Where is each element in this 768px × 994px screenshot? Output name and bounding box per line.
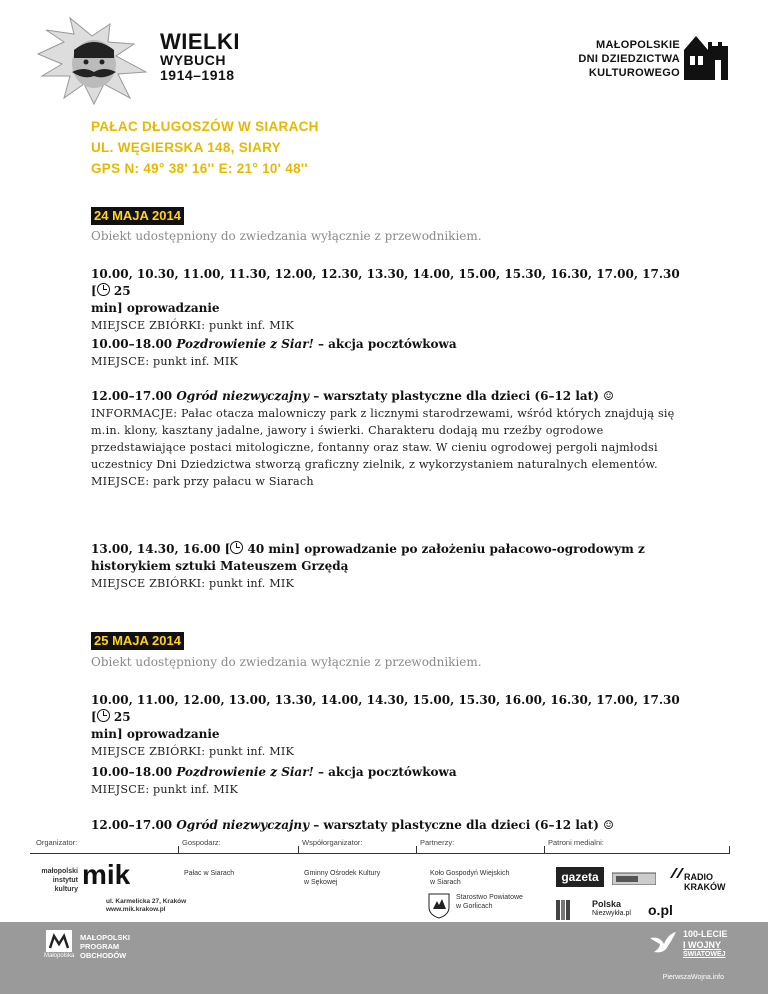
- mik-line-3: kultury: [54, 886, 78, 893]
- event-meeting-point: MIEJSCE ZBIÓRKI: punkt inf. MIK: [91, 319, 295, 332]
- bird-icon: [648, 932, 678, 956]
- guide-note-day2: Obiekt udostępniony do zwiedzania wyłącznie z przewodnikiem.: [91, 655, 482, 669]
- coorganizer-line-2: w Sękowej: [304, 879, 338, 886]
- venue-address: UL. WĘGIERSKA 148, SIARY: [91, 140, 281, 155]
- centenary-line-1: 100-LECIE: [683, 929, 728, 939]
- partner-starostwo-line-1: Starostwo Powiatowe: [456, 894, 523, 901]
- event-desc: – akcja pocztówkowa: [313, 765, 457, 779]
- program-title: [80, 933, 130, 960]
- logo-line-2: WYBUCH: [160, 52, 226, 69]
- event-workshop-day2: [91, 817, 681, 834]
- event-tours-day2: [91, 692, 681, 760]
- event-duration: 25: [109, 710, 131, 724]
- radio-line-1: RADIO: [684, 872, 713, 882]
- radio-krakow-icon: [670, 868, 684, 878]
- footer-tick: [178, 846, 179, 854]
- malopolska-logo-icon: [46, 930, 72, 952]
- mik-line-1: małopolski: [41, 868, 78, 875]
- footer-label-partners: Partnerzy:: [420, 838, 455, 847]
- mik-address: [106, 898, 186, 914]
- event-head: 10.00, 10.30, 11.00, 11.30, 12.00, 12.30, 13.30, 14.00, 15.00, 15.30, 16.30, 17.00, 17.30 [: [91, 267, 680, 298]
- footer-tick: [298, 846, 299, 854]
- clock-icon: [97, 283, 110, 296]
- event-desc: 40 min] oprowadzanie po założeniu pałacowo-ogrodowym z historykiem sztuki Mateuszem Grzędą: [91, 542, 645, 573]
- castle-icon: [682, 32, 732, 80]
- event-place: MIEJSCE: punkt inf. MIK: [91, 783, 239, 796]
- event-desc: – warsztaty plastyczne dla dzieci (6–12 lat) ☺: [309, 818, 614, 832]
- logo-line-1: WIELKI: [160, 29, 240, 54]
- coorganizer-line-1: Gminny Ośrodek Kultury: [304, 870, 381, 877]
- partner-starostwo-line-2: w Gorlicach: [456, 903, 493, 910]
- footer-label-organizer: Organizator:: [36, 838, 78, 847]
- date-badge-day1: 24 MAJA 2014: [91, 207, 184, 225]
- mdd-logo-text: [578, 38, 680, 80]
- partner-kgw-line-1: Koło Gospodyń Wiejskich: [430, 870, 510, 877]
- starostwo-crest-icon: [428, 893, 450, 919]
- opl-logo: o.pl: [648, 902, 673, 918]
- event-title: Pozdrowienie z Siar!: [176, 337, 314, 351]
- centenary-line-3: ŚWIATOWEJ: [683, 951, 726, 958]
- wielki-wybuch-logo: [160, 30, 240, 82]
- event-place: MIEJSCE: park przy pałacu w Siarach: [91, 475, 314, 488]
- venue-name: PAŁAC DŁUGOSZÓW W SIARACH: [91, 119, 319, 134]
- radio-line-2: KRAKÓW: [684, 882, 726, 892]
- media-logo-icon: [612, 869, 656, 885]
- footer-divider: [30, 853, 730, 854]
- partner-starostwo: [456, 893, 523, 911]
- partner-kgw-line-2: w Siarach: [430, 879, 461, 886]
- mik-address-line-1: ul. Karmelicka 27, Kraków: [106, 898, 187, 905]
- book-stack-icon: [556, 900, 570, 920]
- event-postcards-day2: [91, 764, 681, 798]
- footer-tick: [544, 846, 545, 854]
- event-head: 13.00, 14.30, 16.00 [: [91, 542, 231, 556]
- event-title: Pozdrowienie z Siar!: [176, 765, 314, 779]
- event-head: 10.00, 11.00, 12.00, 13.00, 13.30, 14.00, 14.30, 15.00, 15.30, 16.00, 16.30, 17.00, 17.30 [: [91, 693, 680, 724]
- program-line-1: MAŁOPOLSKI: [80, 933, 130, 942]
- mik-logo: mik: [82, 859, 131, 890]
- mik-text: [36, 867, 78, 894]
- event-desc: – akcja pocztówkowa: [313, 337, 457, 351]
- event-time: 10.00–18.00: [91, 765, 177, 779]
- event-title: Ogród niezwyczajny: [176, 818, 310, 832]
- event-title: Ogród niezwyczajny: [176, 389, 310, 403]
- coorganizer-name: [304, 869, 380, 887]
- soldier-portrait-illustration: [34, 14, 154, 106]
- event-info: INFORMACJE: Pałac otacza malowniczy park z licznymi starodrzewami, wśród których znajdują się m.in. klony, kasztany jadalne, jawory i świerki. Charakteru dodają mu rzeźby ogrodowe przedstawiające postaci mitologiczne, fontanny oraz staw. W cieniu ogrodowej pergoli najmłodsi uczestnicy Dni Dziedzictwa stworzą graficzny zielnik, z wykorzystaniem naturalnych elementów.: [91, 407, 675, 471]
- malopolska-label: Małopolska: [44, 953, 75, 959]
- program-line-2: PROGRAM: [80, 942, 120, 951]
- mik-line-2: instytut: [52, 877, 78, 884]
- gazeta-logo: gazeta: [556, 867, 604, 887]
- event-place: MIEJSCE: punkt inf. MIK: [91, 355, 239, 368]
- date-badge-day2: 25 MAJA 2014: [91, 632, 184, 650]
- mdd-line-1: MAŁOPOLSKIE: [596, 39, 680, 51]
- venue-info: [91, 116, 319, 179]
- host-name: Pałac w Siarach: [184, 870, 235, 877]
- program-line-3: OBCHODÓW: [80, 951, 127, 960]
- clock-icon: [230, 541, 243, 554]
- event-head-cont: min] oprowadzanie: [91, 301, 220, 315]
- polska-niezwykla-logo: [592, 899, 631, 919]
- event-meeting-point: MIEJSCE ZBIÓRKI: punkt inf. MIK: [91, 745, 295, 758]
- footer-label-media: Patroni medialni:: [548, 838, 604, 847]
- mik-website: www.mik.krakow.pl: [106, 906, 166, 913]
- event-postcards-day1: [91, 336, 681, 370]
- logo-line-3: 1914–1918: [160, 66, 235, 83]
- footer-tick: [416, 846, 417, 854]
- radio-krakow-logo: [684, 872, 726, 892]
- footer-label-host: Gospodarz:: [182, 838, 221, 847]
- event-time: 12.00–17.00: [91, 389, 177, 403]
- centenary-line-2: I WOJNY: [683, 939, 722, 950]
- polska-line-1: Polska: [592, 899, 622, 909]
- event-time: 12.00–17.00: [91, 818, 177, 832]
- footer-tick: [729, 846, 730, 854]
- event-workshop-day1: [91, 388, 681, 490]
- event-desc: – warsztaty plastyczne dla dzieci (6–12 lat) ☺: [309, 389, 614, 403]
- guide-note-day1: Obiekt udostępniony do zwiedzania wyłącznie z przewodnikiem.: [91, 229, 482, 243]
- centenary-logo: [683, 929, 728, 961]
- event-duration: 25: [109, 284, 131, 298]
- event-time: 10.00–18.00: [91, 337, 177, 351]
- event-tours-day1: [91, 266, 681, 334]
- mdd-line-3: KULTUROWEGO: [588, 67, 680, 79]
- polska-line-2: Niezwykła.pl: [592, 910, 631, 917]
- venue-gps: GPS N: 49° 38' 16'' E: 21° 10' 48'': [91, 161, 308, 176]
- partner-kgw: [430, 869, 509, 887]
- event-historian-tour-day1: [91, 541, 681, 592]
- event-meeting-point: MIEJSCE ZBIÓRKI: punkt inf. MIK: [91, 577, 295, 590]
- clock-icon: [97, 709, 110, 722]
- event-head-cont: min] oprowadzanie: [91, 727, 220, 741]
- mdd-line-2: DNI DZIEDZICTWA: [578, 53, 680, 65]
- footer-label-coorganizer: Współorganizator:: [302, 838, 363, 847]
- website-link[interactable]: PierwszaWojna.info: [662, 974, 724, 981]
